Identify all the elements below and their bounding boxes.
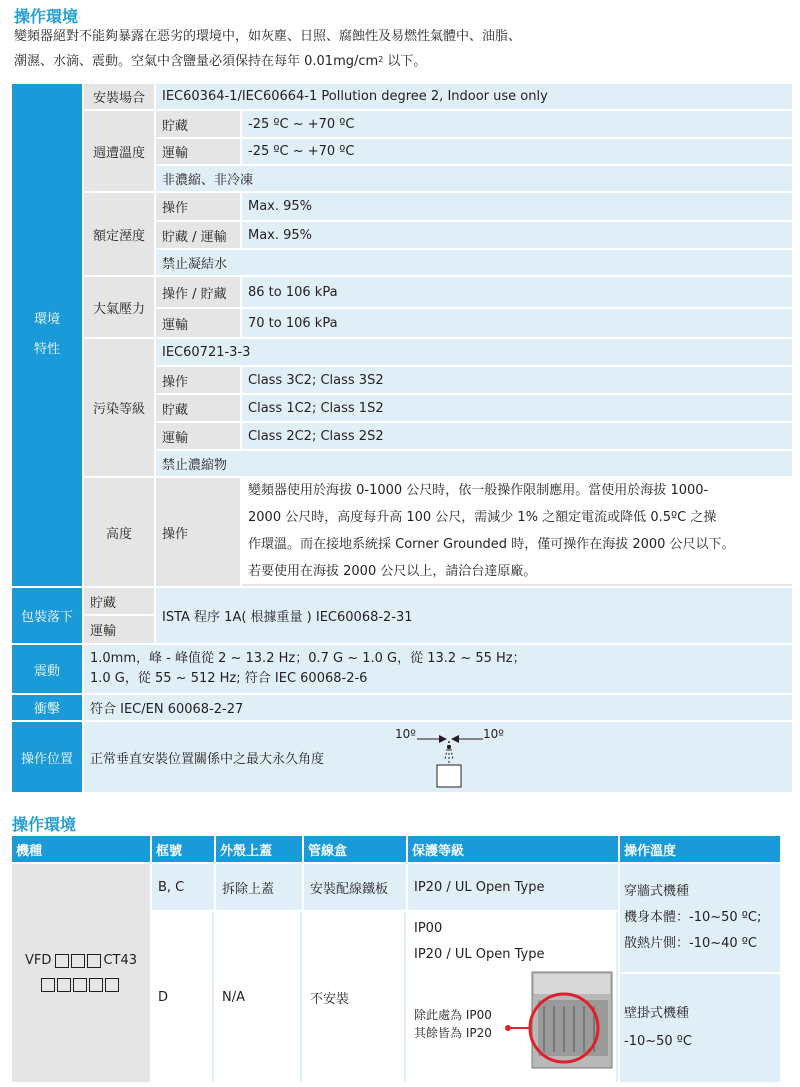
intro-line-2: 潮濕、水滴、震動。空氣中含鹽量必須保持在每年 $0.01mg/cm^2$ 以下。 (14, 54, 427, 69)
vibration-label: 震動 (12, 645, 82, 693)
shock-label: 衝擊 (12, 695, 82, 720)
header-frame: 框號 (152, 836, 214, 862)
humidity-note: 禁止凝結水 (156, 250, 792, 275)
ambient-transport-label: 運輸 (156, 139, 240, 164)
position-value: 正常垂直安裝位置關係中之最大永久角度 (90, 751, 325, 767)
vibration-value: 1.0mm，峰 - 峰值從 2 ~ 13.2 Hz；0.7 G ~ 1.0 G，從 13.2 ~ 55 Hz； 1.0 G，從 55 ~ 512 Hz; 符合 IEC 60068-2-6 (84, 645, 792, 693)
ambient-storage-value: -25 ºC ~ +70 ºC (242, 111, 792, 137)
pollution-op-value: Class 3C2; Class 3S2 (242, 367, 792, 393)
header-temp: 操作溫度 (620, 836, 780, 862)
intro-line-1: 變頻器絕對不能夠暴露在惡劣的環境中，如灰塵、日照、腐蝕性及易燃性氣體中、油脂、 (14, 29, 522, 44)
temp-through-wall: 穿牆式機種 機身本體：-10~50 ºC; 散熱片側：-10~40 ºC (620, 864, 780, 972)
packdrop-label: 包裝落下 (12, 588, 82, 643)
packdrop-value: ISTA 程序 1A( 根據重量 ) IEC60068-2-31 (156, 588, 792, 643)
row2-frame: D (152, 912, 214, 1082)
row2-conduit: 不安裝 (304, 912, 406, 1082)
header-model: 機種 (12, 836, 150, 862)
model-cell: VFD CT43 (12, 864, 150, 1082)
pollution-st-label: 貯藏 (156, 395, 240, 421)
packdrop-storage: 貯藏 (84, 588, 154, 614)
angle-left-label: 10º (395, 727, 416, 741)
pollution-op-label: 操作 (156, 367, 240, 393)
header-cover: 外殼上蓋 (216, 836, 302, 862)
pollution-st-value: Class 1C2; Class 1S2 (242, 395, 792, 421)
intro-paragraph (14, 26, 794, 73)
humidity-op-value: Max. 95% (242, 193, 792, 220)
humidity-label: 額定溼度 (84, 193, 154, 275)
row2-cover: N/A (216, 912, 302, 1082)
humidity-st-label: 貯藏 / 運輸 (156, 222, 240, 248)
header-protection: 保護等級 (408, 836, 618, 862)
altitude-sub-label: 操作 (156, 478, 240, 586)
humidity-op-label: 操作 (156, 193, 240, 220)
row1-conduit: 安裝配線鐵板 (304, 864, 406, 910)
ambient-storage-label: 貯藏 (156, 111, 240, 137)
pollution-label: 污染等級 (84, 339, 154, 476)
altitude-text: 變頻器使用於海拔 0-1000 公尺時，依一般操作限制應用。當使用於海拔 1000- 2000 公尺時，高度每升高 100 公尺，需減少 1% 之額定電流或降低 0.5ºC 之操 作環溫。而在接地系統採 Corner Grounded 時，僅可操作在海拔 2000 公尺以下。 若要使用在海拔 2000 公尺以上，請洽台達原廠。 (242, 478, 792, 586)
pollution-note: 禁止濃縮物 (156, 451, 792, 476)
section-title-env: 操作環境 (14, 7, 79, 26)
install-label: 安裝場合 (84, 84, 154, 109)
pollution-tr-value: Class 2C2; Class 2S2 (242, 423, 792, 449)
pollution-tr-label: 運輸 (156, 423, 240, 449)
install-value: IEC60364-1/IEC60664-1 Pollution degree 2, Indoor use only (156, 84, 792, 109)
row1-protection: IP20 / UL Open Type (408, 864, 618, 910)
section-title-op-env: 操作環境 (12, 815, 77, 834)
row1-cover: 拆除上蓋 (216, 864, 302, 910)
drive-image-icon (504, 966, 616, 1078)
env-category: 環境 特性 (12, 84, 82, 586)
packdrop-transport: 運輸 (84, 616, 154, 643)
pressure-label: 大氣壓力 (84, 277, 154, 337)
ambient-transport-value: -25 ºC ~ +70 ºC (242, 139, 792, 164)
row2-protection: IP00 IP20 / UL Open Type 除此處為 IP00 其餘皆為 IP20 (408, 912, 618, 1082)
angle-arrows-icon (395, 727, 525, 789)
shock-value: 符合 IEC/EN 60068-2-27 (84, 695, 792, 720)
angle-right-label: 10º (483, 727, 504, 741)
ambient-note: 非濃縮、非冷凍 (156, 166, 792, 191)
pollution-std: IEC60721-3-3 (156, 339, 792, 365)
ambient-label: 週遭溫度 (84, 111, 154, 191)
pressure-op-value: 86 to 106 kPa (242, 277, 792, 307)
position-label: 操作位置 (12, 722, 82, 792)
temp-wall-mount: 壁掛式機種 -10~50 ºC (620, 974, 780, 1082)
angle-diagram (395, 727, 525, 789)
humidity-st-value: Max. 95% (242, 222, 792, 248)
row1-frame: B, C (152, 864, 214, 910)
pressure-tr-value: 70 to 106 kPa (242, 309, 792, 337)
pressure-tr-label: 運輸 (156, 309, 240, 337)
altitude-label: 高度 (84, 478, 154, 586)
pressure-op-label: 操作 / 貯藏 (156, 277, 240, 307)
header-conduit: 管線盒 (304, 836, 406, 862)
